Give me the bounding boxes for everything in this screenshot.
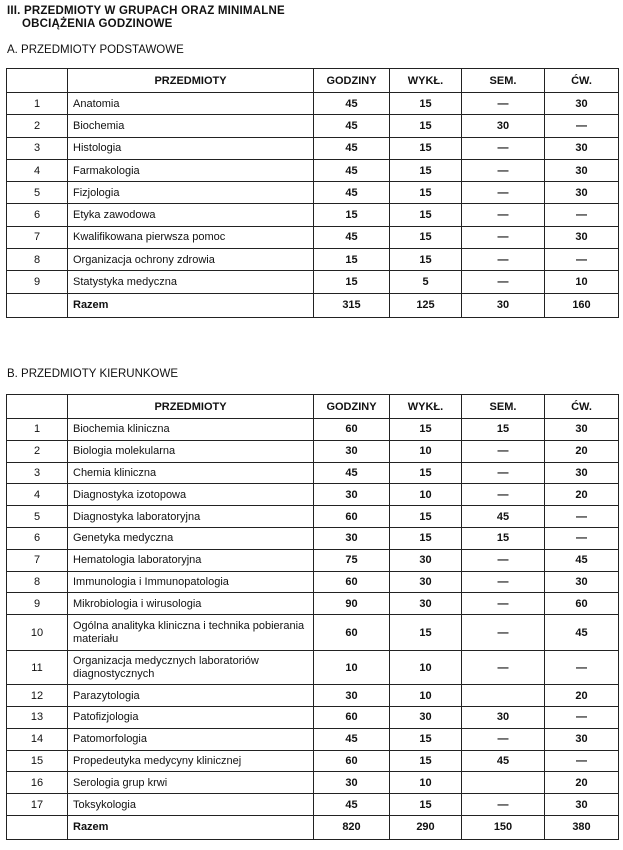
subject-name: Fizjologia [68,182,314,204]
hours-total: 30 [314,772,390,794]
hours-total: 45 [314,728,390,750]
exercise-hours: 20 [545,772,619,794]
table-row [7,651,619,685]
hours-total: 90 [314,593,390,615]
table-row [7,137,619,159]
column-header: PRZEDMIOTY [68,395,314,419]
subject-name: Biochemia kliniczna [68,419,314,441]
lecture-hours: 15 [390,159,462,181]
row-number: 10 [7,615,68,651]
exercise-hours: 30 [545,728,619,750]
lecture-hours: 15 [390,419,462,441]
lecture-hours: 30 [390,549,462,571]
column-header: WYKŁ. [390,395,462,419]
subject-name: Toksykologia [68,794,314,816]
exercise-hours: 30 [545,419,619,441]
exercise-hours: 20 [545,484,619,506]
row-number: 7 [7,549,68,571]
table-row [7,115,619,137]
row-number: 11 [7,651,68,685]
lecture-hours: 15 [390,615,462,651]
hours-total: 30 [314,685,390,707]
lecture-hours: 30 [390,706,462,728]
lecture-hours: 15 [390,137,462,159]
table-major-subjects [6,394,619,840]
lecture-hours: 290 [390,815,462,839]
hours-total: 60 [314,706,390,728]
table-row [7,685,619,707]
row-number: 16 [7,772,68,794]
seminar-hours: — [462,182,545,204]
exercise-hours: 20 [545,440,619,462]
seminar-hours: 45 [462,750,545,772]
subject-name: Immunologia i Immunopatologia [68,571,314,593]
exercise-hours: — [545,249,619,271]
row-number: 4 [7,159,68,181]
row-number: 12 [7,685,68,707]
table-row [7,615,619,651]
seminar-hours: — [462,226,545,248]
column-header [7,395,68,419]
row-number: 2 [7,115,68,137]
column-header: SEM. [462,395,545,419]
lecture-hours: 15 [390,750,462,772]
row-number: 1 [7,419,68,441]
row-number: 1 [7,93,68,115]
table-row [7,706,619,728]
seminar-hours: 45 [462,506,545,528]
row-number: 9 [7,593,68,615]
table-row [7,506,619,528]
column-header: WYKŁ. [390,69,462,93]
hours-total: 60 [314,419,390,441]
seminar-hours: — [462,249,545,271]
hours-total: 45 [314,115,390,137]
hours-total: 820 [314,815,390,839]
column-header: ĆW. [545,69,619,93]
seminar-hours [462,685,545,707]
seminar-hours: — [462,794,545,816]
hours-total: 45 [314,794,390,816]
table-row [7,182,619,204]
exercise-hours: — [545,706,619,728]
seminar-hours: 30 [462,293,545,317]
table-row [7,794,619,816]
subject-name: Diagnostyka izotopowa [68,484,314,506]
lecture-hours: 15 [390,115,462,137]
seminar-hours: 15 [462,419,545,441]
lecture-hours: 10 [390,772,462,794]
heading-line-2: OBCIĄŻENIA GODZINOWE [22,18,173,30]
lecture-hours: 15 [390,794,462,816]
exercise-hours: — [545,750,619,772]
lecture-hours: 15 [390,93,462,115]
table-row [7,226,619,248]
hours-total: 315 [314,293,390,317]
subject-name: Chemia kliniczna [68,462,314,484]
column-header: ĆW. [545,395,619,419]
exercise-hours: 60 [545,593,619,615]
lecture-hours: 15 [390,204,462,226]
subject-name: Biologia molekularna [68,440,314,462]
table-row [7,271,619,293]
table-row [7,249,619,271]
hours-total: 60 [314,506,390,528]
row-number: 14 [7,728,68,750]
table-row [7,593,619,615]
subject-name: Statystyka medyczna [68,271,314,293]
row-number: 7 [7,226,68,248]
column-header: GODZINY [314,395,390,419]
seminar-hours: — [462,462,545,484]
subject-name: Hematologia laboratoryjna [68,549,314,571]
seminar-hours: — [462,484,545,506]
exercise-hours: 30 [545,226,619,248]
section-a-title: A. PRZEDMIOTY PODSTAWOWE [7,44,184,56]
hours-total: 60 [314,615,390,651]
hours-total: 30 [314,527,390,549]
exercise-hours: 30 [545,182,619,204]
lecture-hours: 15 [390,249,462,271]
lecture-hours: 5 [390,271,462,293]
table-row [7,728,619,750]
row-number: 15 [7,750,68,772]
exercise-hours: 30 [545,159,619,181]
subject-name: Mikrobiologia i wirusologia [68,593,314,615]
subject-name: Biochemia [68,115,314,137]
section-b-title: B. PRZEDMIOTY KIERUNKOWE [7,368,179,380]
exercise-hours: 20 [545,685,619,707]
exercise-hours: 10 [545,271,619,293]
subject-name: Farmakologia [68,159,314,181]
exercise-hours: — [545,115,619,137]
lecture-hours: 15 [390,506,462,528]
subject-name: Organizacja ochrony zdrowia [68,249,314,271]
subject-name: Etyka zawodowa [68,204,314,226]
seminar-hours: — [462,615,545,651]
column-header [7,69,68,93]
row-number: 3 [7,462,68,484]
lecture-hours: 30 [390,593,462,615]
exercise-hours: 160 [545,293,619,317]
table-row [7,750,619,772]
seminar-hours: — [462,549,545,571]
subject-name: Histologia [68,137,314,159]
row-number: 13 [7,706,68,728]
subject-name: Propedeutyka medycyny klinicznej [68,750,314,772]
row-number: 5 [7,182,68,204]
exercise-hours: 30 [545,794,619,816]
exercise-hours: 380 [545,815,619,839]
subject-name: Serologia grup krwi [68,772,314,794]
subject-name: Organizacja medycznych laboratoriów diagnostycznych [68,651,314,685]
subject-name: Patofizjologia [68,706,314,728]
lecture-hours: 15 [390,728,462,750]
subject-name: Kwalifikowana pierwsza pomoc [68,226,314,248]
row-number [7,293,68,317]
row-number: 2 [7,440,68,462]
exercise-hours: 30 [545,571,619,593]
hours-total: 15 [314,204,390,226]
seminar-hours: — [462,271,545,293]
row-number [7,815,68,839]
lecture-hours: 30 [390,571,462,593]
exercise-hours: 30 [545,137,619,159]
table-row [7,772,619,794]
lecture-hours: 15 [390,226,462,248]
hours-total: 60 [314,750,390,772]
lecture-hours: 15 [390,462,462,484]
exercise-hours: 45 [545,549,619,571]
lecture-hours: 10 [390,651,462,685]
hours-total: 15 [314,249,390,271]
column-header: GODZINY [314,69,390,93]
hours-total: 10 [314,651,390,685]
column-header: SEM. [462,69,545,93]
hours-total: 15 [314,271,390,293]
subject-name: Razem [68,815,314,839]
subject-name: Parazytologia [68,685,314,707]
hours-total: 45 [314,93,390,115]
seminar-hours: — [462,728,545,750]
heading-line-1: III. PRZEDMIOTY W GRUPACH ORAZ MINIMALNE [7,5,285,17]
row-number: 17 [7,794,68,816]
exercise-hours: — [545,204,619,226]
seminar-hours: 15 [462,527,545,549]
lecture-hours: 10 [390,440,462,462]
row-number: 9 [7,271,68,293]
row-number: 6 [7,204,68,226]
table-row [7,159,619,181]
table-row [7,571,619,593]
row-number: 8 [7,571,68,593]
row-number: 6 [7,527,68,549]
table-row [7,527,619,549]
exercise-hours: — [545,651,619,685]
total-row [7,815,619,839]
seminar-hours: 30 [462,115,545,137]
seminar-hours: — [462,204,545,226]
hours-total: 30 [314,440,390,462]
row-number: 3 [7,137,68,159]
seminar-hours: — [462,159,545,181]
seminar-hours: — [462,440,545,462]
seminar-hours: — [462,651,545,685]
subject-name: Genetyka medyczna [68,527,314,549]
subject-name: Ogólna analityka kliniczna i technika pobierania materiału [68,615,314,651]
lecture-hours: 10 [390,685,462,707]
hours-total: 45 [314,159,390,181]
table-row [7,484,619,506]
table-header-row [7,395,619,419]
lecture-hours: 15 [390,527,462,549]
seminar-hours: 30 [462,706,545,728]
table-row [7,549,619,571]
seminar-hours: 150 [462,815,545,839]
lecture-hours: 10 [390,484,462,506]
hours-total: 45 [314,137,390,159]
lecture-hours: 15 [390,182,462,204]
row-number: 8 [7,249,68,271]
hours-total: 75 [314,549,390,571]
table-row [7,419,619,441]
hours-total: 30 [314,484,390,506]
row-number: 5 [7,506,68,528]
seminar-hours: — [462,571,545,593]
exercise-hours: — [545,506,619,528]
total-row [7,293,619,317]
exercise-hours: 30 [545,93,619,115]
subject-name: Razem [68,293,314,317]
hours-total: 45 [314,462,390,484]
hours-total: 45 [314,226,390,248]
row-number: 4 [7,484,68,506]
subject-name: Anatomia [68,93,314,115]
table-basic-subjects [6,68,619,318]
table-row [7,204,619,226]
seminar-hours: — [462,137,545,159]
document-heading [7,5,285,31]
hours-total: 60 [314,571,390,593]
seminar-hours: — [462,93,545,115]
seminar-hours [462,772,545,794]
exercise-hours: 45 [545,615,619,651]
exercise-hours: — [545,527,619,549]
subject-name: Patomorfologia [68,728,314,750]
seminar-hours: — [462,593,545,615]
column-header: PRZEDMIOTY [68,69,314,93]
table-row [7,93,619,115]
lecture-hours: 125 [390,293,462,317]
subject-name: Diagnostyka laboratoryjna [68,506,314,528]
exercise-hours: 30 [545,462,619,484]
table-header-row [7,69,619,93]
table-row [7,462,619,484]
table-row [7,440,619,462]
hours-total: 45 [314,182,390,204]
